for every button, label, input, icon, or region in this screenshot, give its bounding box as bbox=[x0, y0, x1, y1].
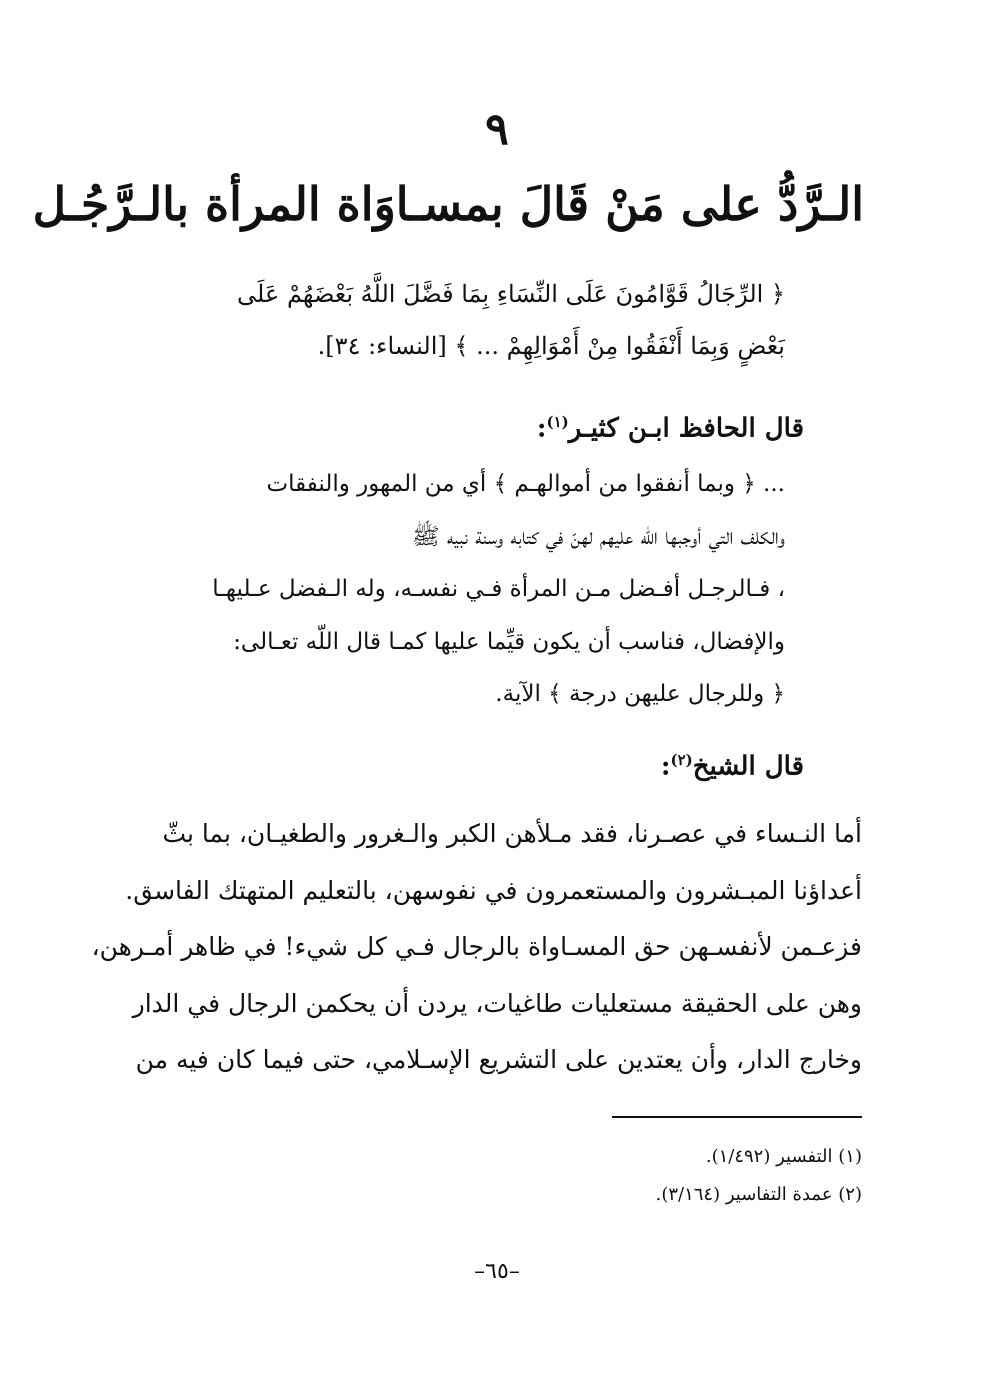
footnote-item: (١) التفسير (١/٤٩٢). bbox=[705, 1146, 862, 1167]
body-line: فزعـمن لأنفسـهن حق المسـاواة بالرجال فـي كل شيء! في ظاهر أمـرهن، bbox=[91, 932, 862, 961]
section-heading-ibn-kathir bbox=[537, 400, 804, 451]
footnotes bbox=[460, 1138, 862, 1214]
heading-colon: : bbox=[536, 413, 547, 444]
chapter-number: ٩ bbox=[485, 104, 509, 155]
chapter-title: الـرَّدُّ على مَنْ قَالَ بمسـاوَاة المرأة بالـرَّجُـل bbox=[32, 177, 864, 231]
quote-line: ﴿ وللرجال عليهن درجة ﴾ الآية. bbox=[495, 681, 785, 707]
quote-line: والكلف التي أوجبها اللّه عليهم لهنّ في كتابه وسنة نبيه ﷺ bbox=[411, 523, 785, 550]
quote-line: ... ﴿ وبما أنفقوا من أموالهـم ﴾ أي من المهور والنفقات bbox=[266, 471, 785, 497]
footnote-ref: (٢) bbox=[670, 751, 693, 769]
ibn-kathir-quote bbox=[212, 458, 785, 721]
page-number: –٦٥– bbox=[474, 1259, 520, 1284]
quran-verse bbox=[225, 268, 785, 372]
verse-line: ﴿ الرِّجَالُ قَوَّامُونَ عَلَى النِّسَاءِ بِمَا فَضَّلَ اللَّهُ بَعْضَهُمْ عَلَى bbox=[237, 280, 785, 308]
quote-line: والإفضال، فناسب أن يكون قيِّما عليها كمـا قال اللّه تعـالى: bbox=[233, 628, 785, 655]
footnote-ref: (١) bbox=[546, 413, 569, 431]
heading-text: قال الحافظ ابـن كثيـر bbox=[568, 413, 804, 444]
heading-text: قال الشيخ bbox=[692, 751, 804, 782]
body-line: أعداؤنا المبـشرون والمستعمرون في نفوسهن، بالتعليم المتهتك الفاسق. bbox=[125, 875, 862, 905]
body-line: وهن على الحقيقة مستعليات طاغيات، يردن أن يحكمن الرجال في الدار bbox=[132, 988, 862, 1018]
body-paragraph bbox=[91, 806, 862, 1089]
heading-colon: : bbox=[660, 751, 671, 782]
section-heading-sheikh bbox=[661, 738, 804, 789]
body-line: أما النـساء في عصـرنا، فقد مـلأهن الكبر والـغرور والطغيـان، بما بثّ bbox=[162, 819, 862, 848]
footnote-divider bbox=[612, 1116, 862, 1118]
body-line: وخارج الدار، وأن يعتدين على التشريع الإسـلامي، حتى فيما كان فيه من bbox=[135, 1045, 862, 1074]
verse-line: بَعْضٍ وَبِمَا أَنْفَقُوا مِنْ أَمْوَالِهِمْ ... ﴾ [النساء: ٣٤]. bbox=[317, 332, 785, 360]
footnote-item: (٢) عمدة التفاسير (٣/١٦٤). bbox=[655, 1184, 862, 1205]
quote-line: ، فـالرجـل أفـضل مـن المرأة فـي نفسـه، وله الـفضل عـليهـا bbox=[212, 576, 785, 602]
